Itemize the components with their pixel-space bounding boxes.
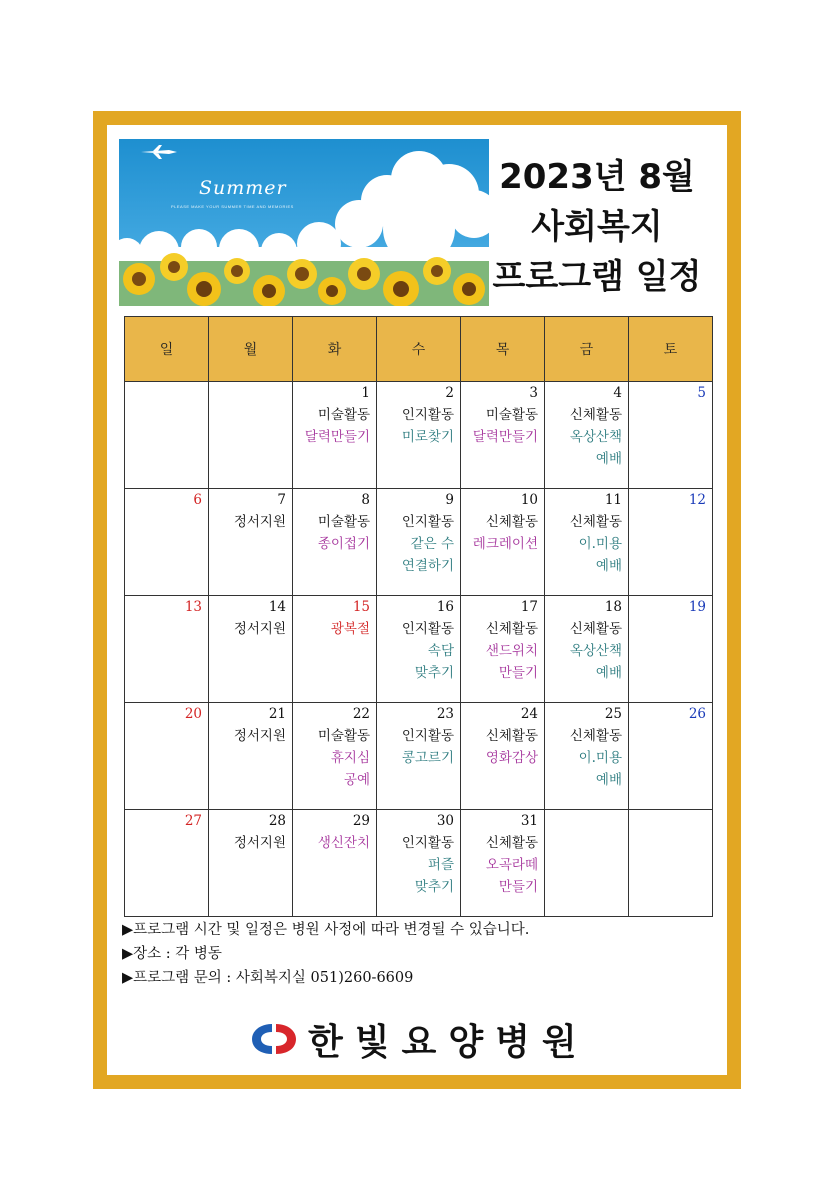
activity-category: 신체활동 <box>569 407 622 423</box>
activity-category: 신체활동 <box>569 514 622 530</box>
day-number: 17 <box>520 599 538 615</box>
calendar-day-cell <box>125 596 209 703</box>
day-number: 9 <box>445 492 454 508</box>
activity-detail: 영화감상 <box>485 750 538 766</box>
activity-detail: 연결하기 <box>401 558 454 574</box>
activity-detail: 이.미용 <box>578 750 622 766</box>
day-number: 29 <box>352 813 370 829</box>
activity-category: 정서지원 <box>233 835 286 851</box>
day-number: 28 <box>268 813 286 829</box>
calendar-day-cell <box>545 703 629 810</box>
activity-category: 정서지원 <box>233 728 286 744</box>
calendar-day-cell <box>461 489 545 596</box>
day-number: 24 <box>520 706 538 722</box>
calendar-day-cell <box>629 382 713 489</box>
activity-category: 신체활동 <box>569 728 622 744</box>
calendar-week-row <box>125 489 713 596</box>
day-number: 4 <box>613 385 622 401</box>
hospital-name: 한빛요양병원 <box>308 1021 589 1063</box>
banner-tagline: PLEASE MAKE YOUR SUMMER TIME AND MEMORIES <box>171 204 294 209</box>
activity-category: 신체활동 <box>569 621 622 637</box>
day-number: 10 <box>520 492 538 508</box>
note-schedule-change: ▶프로그램 시간 및 일정은 병원 사정에 따라 변경될 수 있습니다. <box>122 922 530 938</box>
day-number: 1 <box>361 385 370 401</box>
activity-detail: 샌드위치 <box>485 643 538 659</box>
weekday-header-1: 월 <box>209 317 293 382</box>
activity-category: 정서지원 <box>233 621 286 637</box>
activity-detail: 옥상산책 <box>569 643 622 659</box>
airplane-icon <box>139 143 179 161</box>
activity-detail: 휴지심 <box>330 750 370 766</box>
calendar-day-cell <box>629 489 713 596</box>
activity-category: 신체활동 <box>485 621 538 637</box>
activity-category: 신체활동 <box>485 835 538 851</box>
activity-detail: 달력만들기 <box>472 429 538 445</box>
activity-detail: 만들기 <box>498 665 538 681</box>
calendar-day-cell <box>125 382 209 489</box>
weekday-header-6: 토 <box>629 317 713 382</box>
activity-detail: 종이접기 <box>317 536 370 552</box>
calendar-day-cell <box>545 382 629 489</box>
calendar-day-cell <box>293 596 377 703</box>
day-number: 15 <box>352 599 370 615</box>
activity-category: 광복절 <box>330 621 370 637</box>
calendar-day-cell <box>377 489 461 596</box>
weekday-header-0: 일 <box>125 317 209 382</box>
activity-detail: 맞추기 <box>414 879 454 895</box>
activity-category: 생신잔치 <box>317 835 370 851</box>
calendar-day-cell <box>629 596 713 703</box>
activity-detail: 레크레이션 <box>472 536 538 552</box>
calendar-day-cell <box>377 810 461 917</box>
calendar-day-cell <box>209 703 293 810</box>
day-number: 27 <box>184 813 202 829</box>
day-number: 25 <box>604 706 622 722</box>
day-number: 5 <box>697 385 706 401</box>
day-number: 11 <box>604 492 622 508</box>
note-location: ▶장소 : 각 병동 <box>122 946 222 962</box>
day-number: 22 <box>352 706 370 722</box>
activity-category: 인지활동 <box>401 728 454 744</box>
calendar-day-cell <box>461 703 545 810</box>
activity-category: 인지활동 <box>401 514 454 530</box>
calendar-day-cell <box>293 489 377 596</box>
calendar-day-cell <box>377 382 461 489</box>
calendar-day-cell <box>209 810 293 917</box>
calendar-body <box>125 382 713 917</box>
notes-section <box>122 918 529 990</box>
day-number: 2 <box>445 385 454 401</box>
activity-detail: 맞추기 <box>414 665 454 681</box>
activity-category: 미술활동 <box>317 728 370 744</box>
day-number: 8 <box>361 492 370 508</box>
activity-detail: 예배 <box>595 665 622 681</box>
summer-banner-image <box>119 139 489 306</box>
weekday-header-3: 수 <box>377 317 461 382</box>
calendar-day-cell <box>293 382 377 489</box>
activity-category: 인지활동 <box>401 407 454 423</box>
title-category: 사회복지 <box>531 207 663 247</box>
activity-detail: 미로찾기 <box>401 429 454 445</box>
calendar-day-cell <box>377 703 461 810</box>
activity-category: 인지활동 <box>401 621 454 637</box>
calendar-table <box>124 316 713 917</box>
banner-illustration <box>119 139 489 306</box>
calendar-week-row <box>125 810 713 917</box>
page-title <box>488 152 706 302</box>
day-number: 21 <box>268 706 286 722</box>
calendar-week-row <box>125 703 713 810</box>
calendar-day-cell <box>461 810 545 917</box>
day-number: 26 <box>688 706 706 722</box>
calendar-day-cell <box>377 596 461 703</box>
activity-detail: 달력만들기 <box>304 429 370 445</box>
activity-category: 신체활동 <box>485 514 538 530</box>
activity-detail: 만들기 <box>498 879 538 895</box>
activity-category: 정서지원 <box>233 514 286 530</box>
day-number: 20 <box>184 706 202 722</box>
day-number: 14 <box>268 599 286 615</box>
calendar-day-cell <box>125 703 209 810</box>
activity-detail: 공예 <box>343 772 370 788</box>
day-number: 7 <box>277 492 286 508</box>
weekday-header-2: 화 <box>293 317 377 382</box>
day-number: 6 <box>193 492 202 508</box>
calendar-day-cell <box>209 596 293 703</box>
calendar-day-cell <box>293 810 377 917</box>
note-contact: ▶프로그램 문의 : 사회복지실 051)260-6609 <box>122 970 414 986</box>
activity-detail: 같은 수 <box>410 536 454 552</box>
hospital-logo <box>250 1016 589 1062</box>
calendar-day-cell <box>209 489 293 596</box>
calendar-day-cell <box>629 703 713 810</box>
activity-detail: 예배 <box>595 558 622 574</box>
activity-detail: 오곡라떼 <box>485 857 538 873</box>
calendar-day-cell <box>125 810 209 917</box>
activity-detail: 콩고르기 <box>401 750 454 766</box>
day-number: 19 <box>688 599 706 615</box>
day-number: 16 <box>436 599 454 615</box>
title-month: 2023년 8월 <box>499 157 695 197</box>
day-number: 13 <box>184 599 202 615</box>
day-number: 23 <box>436 706 454 722</box>
day-number: 18 <box>604 599 622 615</box>
activity-category: 인지활동 <box>401 835 454 851</box>
calendar-week-row <box>125 596 713 703</box>
day-number: 31 <box>520 813 538 829</box>
day-number: 12 <box>688 492 706 508</box>
activity-detail: 옥상산책 <box>569 429 622 445</box>
calendar-day-cell <box>461 382 545 489</box>
calendar-day-cell <box>545 489 629 596</box>
activity-category: 미술활동 <box>317 514 370 530</box>
calendar-day-cell <box>545 596 629 703</box>
calendar-day-cell <box>461 596 545 703</box>
activity-detail: 예배 <box>595 451 622 467</box>
calendar-day-cell <box>209 382 293 489</box>
activity-detail: 이.미용 <box>578 536 622 552</box>
activity-category: 미술활동 <box>485 407 538 423</box>
activity-category: 신체활동 <box>485 728 538 744</box>
calendar-day-cell <box>545 810 629 917</box>
day-number: 3 <box>529 385 538 401</box>
activity-detail: 예배 <box>595 772 622 788</box>
calendar-day-cell <box>629 810 713 917</box>
activity-category: 미술활동 <box>317 407 370 423</box>
title-schedule: 프로그램 일정 <box>492 257 702 297</box>
day-number: 30 <box>436 813 454 829</box>
activity-detail: 속담 <box>427 643 454 659</box>
weekday-header-4: 목 <box>461 317 545 382</box>
banner-script-text: Summer <box>199 177 287 199</box>
weekday-header-5: 금 <box>545 317 629 382</box>
calendar-day-cell <box>293 703 377 810</box>
activity-detail: 퍼즐 <box>427 857 454 873</box>
weekday-header-row <box>125 317 713 382</box>
calendar-day-cell <box>125 489 209 596</box>
calendar-week-row <box>125 382 713 489</box>
hospital-emblem-icon <box>250 1020 298 1058</box>
